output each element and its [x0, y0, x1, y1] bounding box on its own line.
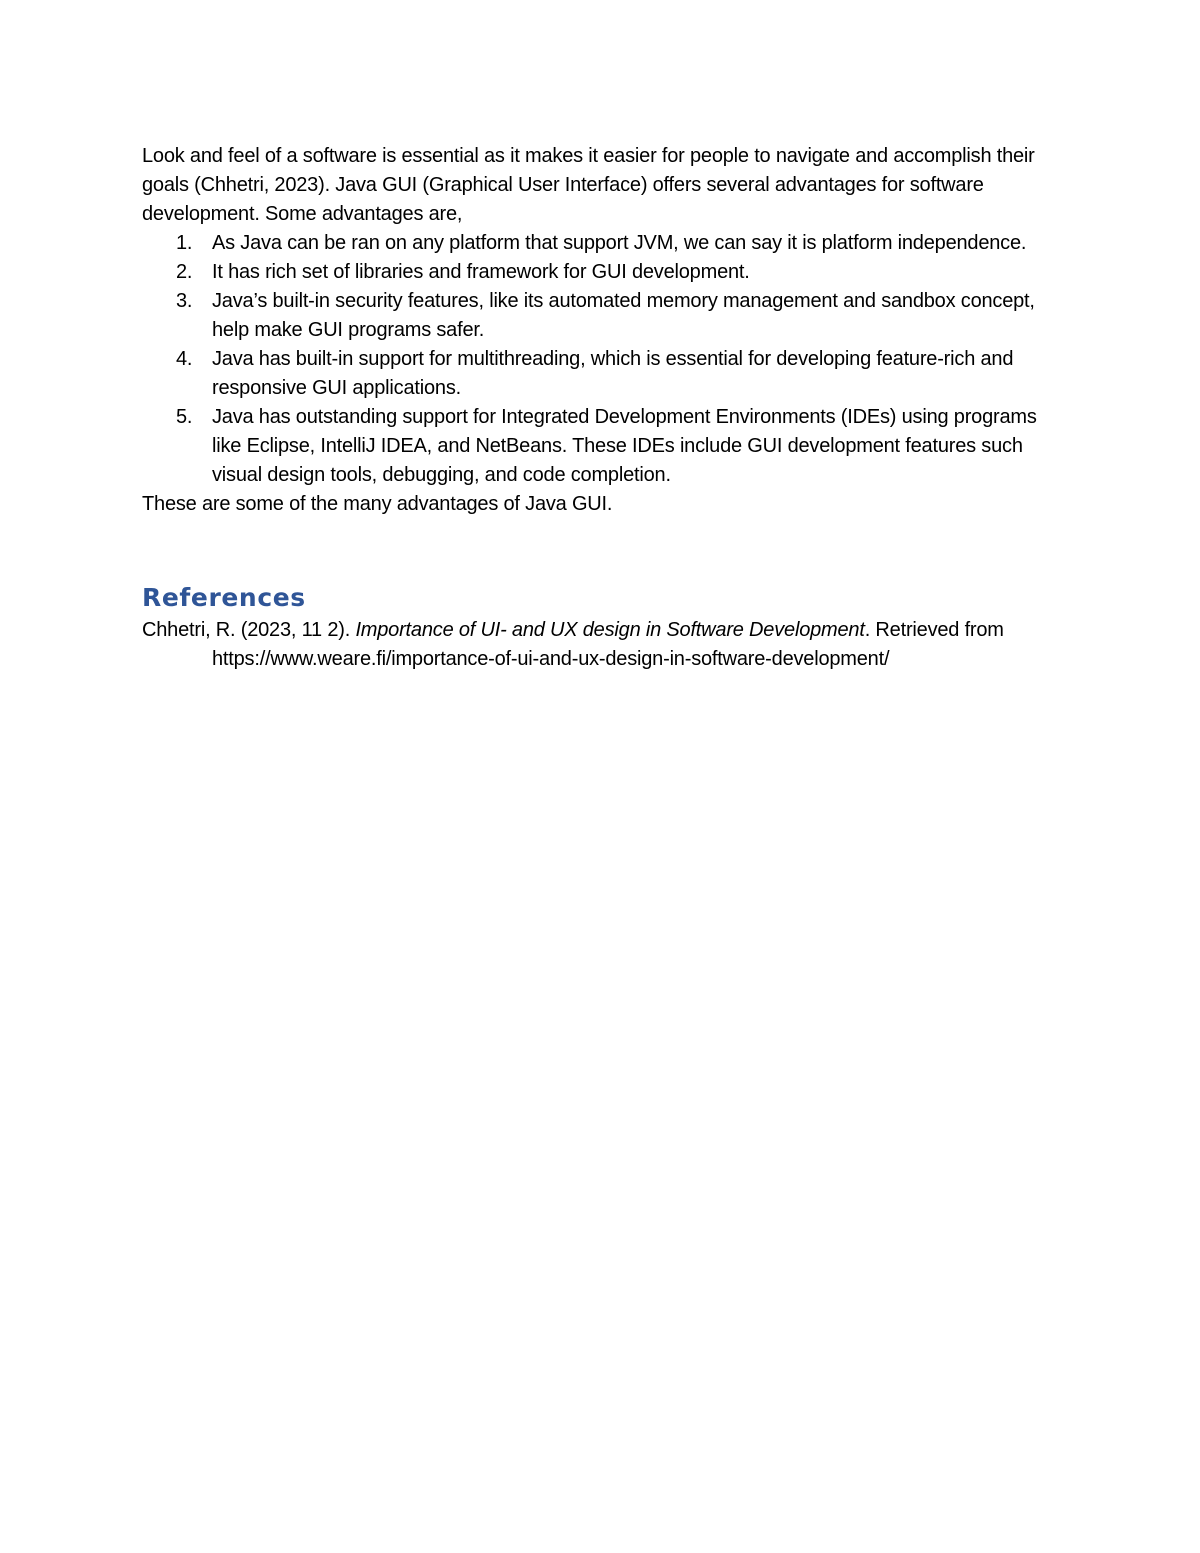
list-item-number: 5.: [176, 406, 193, 428]
list-item: [142, 345, 1057, 403]
references-heading: References: [142, 583, 306, 612]
list-item-number: 1.: [176, 232, 193, 254]
list-item-text: It has rich set of libraries and framework for GUI development.: [212, 261, 750, 283]
reference-author: Chhetri, R. (2023, 11 2).: [142, 619, 356, 641]
list-item-number: 4.: [176, 348, 193, 370]
list-item: [142, 287, 1057, 345]
list-item: [142, 258, 1057, 287]
list-item-text: Java has outstanding support for Integrated Development Environments (IDEs) using programs like Eclipse, IntelliJ IDEA, and NetBeans. These IDEs include GUI development features such visual design tools, debugging, and code completion.: [212, 406, 1037, 486]
closing-paragraph: These are some of the many advantages of Java GUI.: [142, 493, 613, 515]
reference-title: Importance of UI- and UX design in Software Development: [355, 619, 865, 641]
list-item-text: As Java can be ran on any platform that support JVM, we can say it is platform independence.: [212, 232, 1027, 254]
list-item-text: Java has built-in support for multithreading, which is essential for developing feature-rich and responsive GUI applications.: [212, 348, 1014, 399]
list-item: [142, 229, 1057, 258]
list-item-text: Java’s built-in security features, like its automated memory management and sandbox concept, help make GUI programs safer.: [212, 290, 1035, 341]
reference-entry: [142, 616, 1057, 674]
list-item: [142, 403, 1057, 490]
list-item-number: 3.: [176, 290, 193, 312]
advantages-list: [142, 229, 1057, 490]
document-body: [142, 142, 1057, 674]
list-item-number: 2.: [176, 261, 193, 283]
reference-source: . Retrieved from https://www.weare.fi/importance-of-ui-and-ux-design-in-software-development/: [212, 619, 1004, 670]
intro-paragraph: Look and feel of a software is essential as it makes it easier for people to navigate and accomplish their goals (Chhetri, 2023). Java GUI (Graphical User Interface) offers several advantages for software development. Some advantages are,: [142, 145, 1035, 225]
